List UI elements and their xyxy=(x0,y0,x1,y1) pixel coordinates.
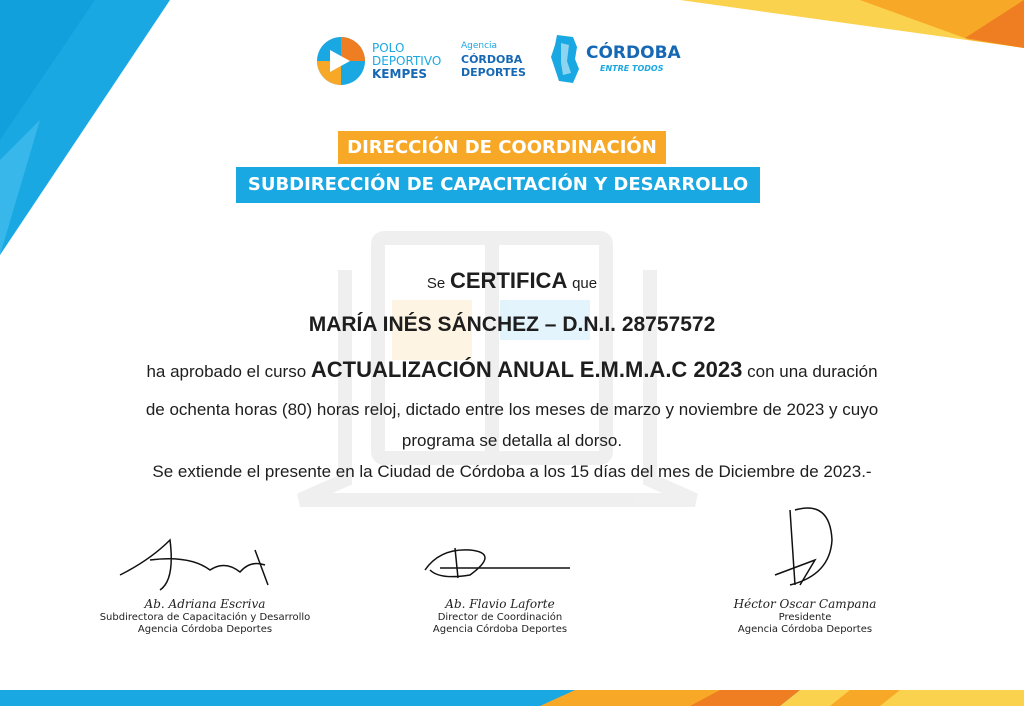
certifica-pre: Se xyxy=(426,275,446,292)
body-line-3: programa se detalla al dorso. xyxy=(401,431,623,450)
signer-name-1: Ab. Adriana Escriva xyxy=(144,597,266,611)
recipient-name: MARÍA INÉS SÁNCHEZ – D.N.I. 28757572 xyxy=(308,313,716,336)
signer-role-1: Subdirectora de Capacitación y Desarrollo xyxy=(99,612,311,623)
cordoba-line1: CÓRDOBA xyxy=(586,43,681,63)
signature-block-2 xyxy=(410,598,590,636)
signer-role-2: Director de Coordinación xyxy=(437,612,563,623)
body-line-2: de ochenta horas (80) horas reloj, dictado entre los meses de marzo y noviembre de 2023 y cuyo xyxy=(145,400,879,419)
agencia-line2: CÓRDOBA xyxy=(461,53,523,66)
kempes-line2: DEPORTIVO xyxy=(372,54,442,68)
kempes-line1: POLO xyxy=(372,41,405,55)
bottom-color-strip xyxy=(0,690,1024,706)
agencia-line3: DEPORTES xyxy=(461,66,526,79)
signature-block-1 xyxy=(95,598,315,636)
cordoba-line2: ENTRE TODOS xyxy=(600,64,664,73)
agencia-line1: Agencia xyxy=(461,41,498,51)
signature-block-3 xyxy=(705,598,905,636)
issued-line: Se extiende el presente en la Ciudad de Córdoba a los 15 días del mes de Diciembre de 2023.- xyxy=(152,462,872,481)
signer-name-2: Ab. Flavio Laforte xyxy=(445,597,555,611)
signer-org-2: Agencia Córdoba Deportes xyxy=(432,624,568,635)
kempes-line3: KEMPES xyxy=(372,67,428,81)
course-name: ACTUALIZACIÓN ANUAL E.M.M.A.C 2023 xyxy=(310,357,743,382)
signer-role-3: Presidente xyxy=(778,612,832,623)
signer-org-1: Agencia Córdoba Deportes xyxy=(137,624,273,635)
signer-org-3: Agencia Córdoba Deportes xyxy=(737,624,873,635)
subdireccion-title: SUBDIRECCIÓN DE CAPACITACIÓN Y DESARROLLO xyxy=(247,174,749,195)
certifica-word: CERTIFICA xyxy=(450,268,568,293)
signer-name-3: Héctor Oscar Campana xyxy=(733,597,877,611)
direccion-title: DIRECCIÓN DE COORDINACIÓN xyxy=(347,137,657,158)
certifica-post: que xyxy=(572,275,598,292)
course-pre: ha aprobado el curso xyxy=(146,362,307,381)
course-post: con una duración xyxy=(747,362,878,381)
